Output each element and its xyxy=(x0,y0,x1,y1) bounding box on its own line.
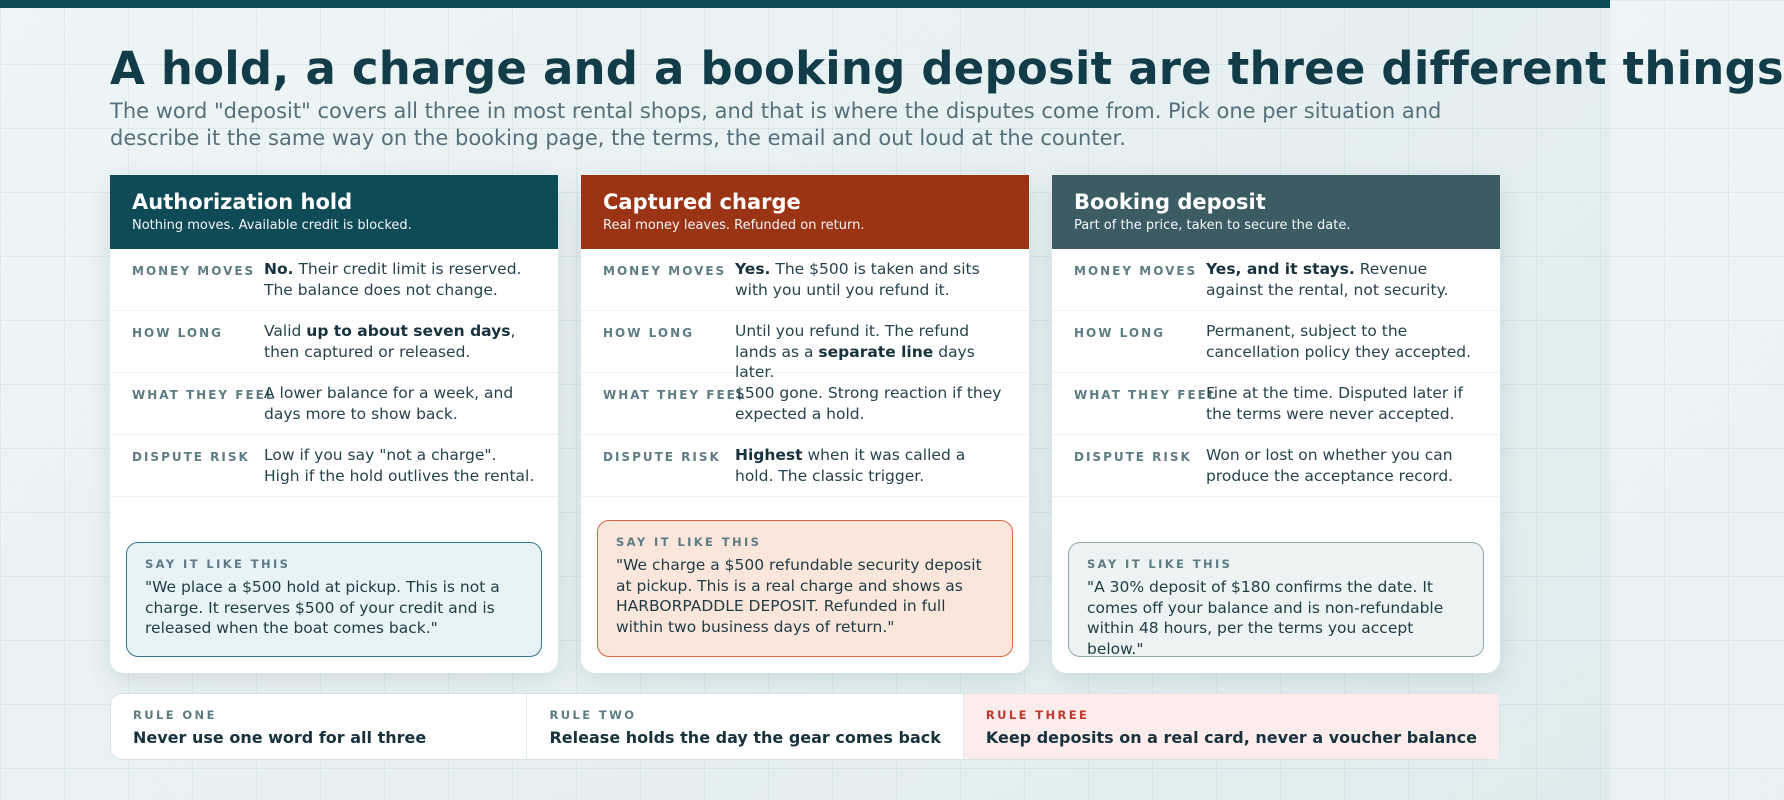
row-label: HOW LONG xyxy=(132,326,223,340)
row-money-moves xyxy=(1052,249,1500,311)
row-value xyxy=(735,445,1007,496)
row-value-text: , then captured or released. xyxy=(264,322,516,361)
row-label: HOW LONG xyxy=(1074,326,1165,340)
row-value: A lower balance for a week, and days more to show back. xyxy=(264,384,514,423)
row-dispute-risk xyxy=(581,435,1029,497)
row-how-long xyxy=(1052,311,1500,373)
row-value: Permanent, subject to the cancellation policy they accepted. xyxy=(1206,322,1472,361)
row-what-they-feel xyxy=(110,373,558,435)
top-accent-bar xyxy=(0,0,1610,8)
row-value-emphasis: Yes. xyxy=(735,260,771,278)
say-it-box xyxy=(1068,542,1484,657)
row-value xyxy=(735,321,1007,381)
row-value-text: Valid xyxy=(264,322,307,340)
comparison-cards xyxy=(110,175,1500,673)
row-value-emphasis: Highest xyxy=(735,446,803,464)
row-value-emphasis: up to about seven days xyxy=(306,322,511,340)
row-label: WHAT THEY FEEL xyxy=(132,388,276,402)
say-it-box xyxy=(597,520,1013,657)
rules-bar xyxy=(110,693,1500,760)
row-value xyxy=(264,259,536,310)
rule-text: Release holds the day the gear comes back xyxy=(549,728,941,747)
rule-two xyxy=(527,694,963,759)
rule-label: RULE ONE xyxy=(133,708,217,722)
row-label: MONEY MOVES xyxy=(1074,264,1198,278)
row-money-moves xyxy=(581,249,1029,311)
row-value xyxy=(1206,259,1478,310)
row-label: MONEY MOVES xyxy=(132,264,256,278)
row-label: MONEY MOVES xyxy=(603,264,727,278)
row-money-moves xyxy=(110,249,558,311)
card-title: Authorization hold xyxy=(132,190,353,214)
card-subtitle: Nothing moves. Available credit is blocked. xyxy=(132,218,412,233)
row-value-emphasis: separate line xyxy=(818,342,934,361)
say-it-text: "We place a $500 hold at pickup. This is not a charge. It reserves $500 of your credit and is released when the boat comes back." xyxy=(145,578,500,637)
row-value-text: when it was called a hold. The classic trigger. xyxy=(735,446,966,485)
row-dispute-risk xyxy=(110,435,558,497)
row-label: DISPUTE RISK xyxy=(1074,450,1192,464)
row-label: WHAT THEY FEEL xyxy=(1074,388,1218,402)
say-it-text: "We charge a $500 refundable security deposit at pickup. This is a real charge and shows as HARBORPADDLE DEPOSIT. Refunded in full within two business days of return." xyxy=(616,556,982,636)
rule-label: RULE THREE xyxy=(985,708,1090,722)
row-value: Won or lost on whether you can produce the acceptance record. xyxy=(1206,446,1454,485)
page-title: A hold, a charge and a booking deposit are three different things xyxy=(110,42,1784,95)
row-value-text: Until you refund it. The refund lands as a xyxy=(735,322,970,361)
row-label: DISPUTE RISK xyxy=(132,450,250,464)
row-label: WHAT THEY FEEL xyxy=(603,388,747,402)
rule-text: Keep deposits on a real card, never a voucher balance xyxy=(985,728,1477,747)
card-subtitle: Real money leaves. Refunded on return. xyxy=(603,218,865,233)
row-value: Fine at the time. Disputed later if the terms were never accepted. xyxy=(1206,384,1463,423)
rule-label: RULE TWO xyxy=(549,708,637,722)
page-content xyxy=(110,40,1784,747)
say-it-label: SAY IT LIKE THIS xyxy=(145,557,291,571)
row-label: HOW LONG xyxy=(603,326,694,340)
row-value: Low if you say "not a charge". High if the hold outlives the rental. xyxy=(264,446,535,485)
row-value xyxy=(735,259,1007,310)
card-header xyxy=(581,175,1029,249)
card-authorization-hold xyxy=(110,175,558,673)
row-value-text: Their credit limit is reserved. The balance does not change. xyxy=(264,260,522,299)
row-value-text: Revenue against the rental, not security. xyxy=(1206,260,1449,299)
row-dispute-risk xyxy=(1052,435,1500,497)
page-subtitle: The word "deposit" covers all three in most rental shops, and that is where the disputes come from. Pick one per situation and describe it the same way on the booking page, the terms, the email and out loud at the counter. xyxy=(110,99,1442,150)
rule-one xyxy=(111,694,527,759)
say-it-box xyxy=(126,542,542,657)
row-what-they-feel xyxy=(581,373,1029,435)
row-value-emphasis: Yes, and it stays. xyxy=(1206,260,1355,278)
card-header xyxy=(110,175,558,249)
row-value-emphasis: No. xyxy=(264,260,294,278)
row-label: DISPUTE RISK xyxy=(603,450,721,464)
rule-three xyxy=(964,694,1499,759)
card-header xyxy=(1052,175,1500,249)
row-value: $500 gone. Strong reaction if they expected a hold. xyxy=(735,384,1002,423)
row-value-text: The $500 is taken and sits with you until you refund it. xyxy=(735,260,980,299)
say-it-label: SAY IT LIKE THIS xyxy=(616,535,762,549)
say-it-label: SAY IT LIKE THIS xyxy=(1087,557,1233,571)
card-subtitle: Part of the price, taken to secure the date. xyxy=(1074,218,1351,233)
row-value-text: days later. xyxy=(735,342,975,381)
card-title: Captured charge xyxy=(603,190,801,214)
rule-text: Never use one word for all three xyxy=(133,728,427,747)
row-what-they-feel xyxy=(1052,373,1500,435)
row-value xyxy=(264,321,536,372)
card-captured-charge xyxy=(581,175,1029,673)
card-title: Booking deposit xyxy=(1074,190,1266,214)
row-how-long xyxy=(110,311,558,373)
say-it-text: "A 30% deposit of $180 confirms the date. It comes off your balance and is non-refundable within 48 hours, per the terms you accept below." xyxy=(1087,578,1444,658)
row-how-long xyxy=(581,311,1029,381)
card-booking-deposit xyxy=(1052,175,1500,673)
